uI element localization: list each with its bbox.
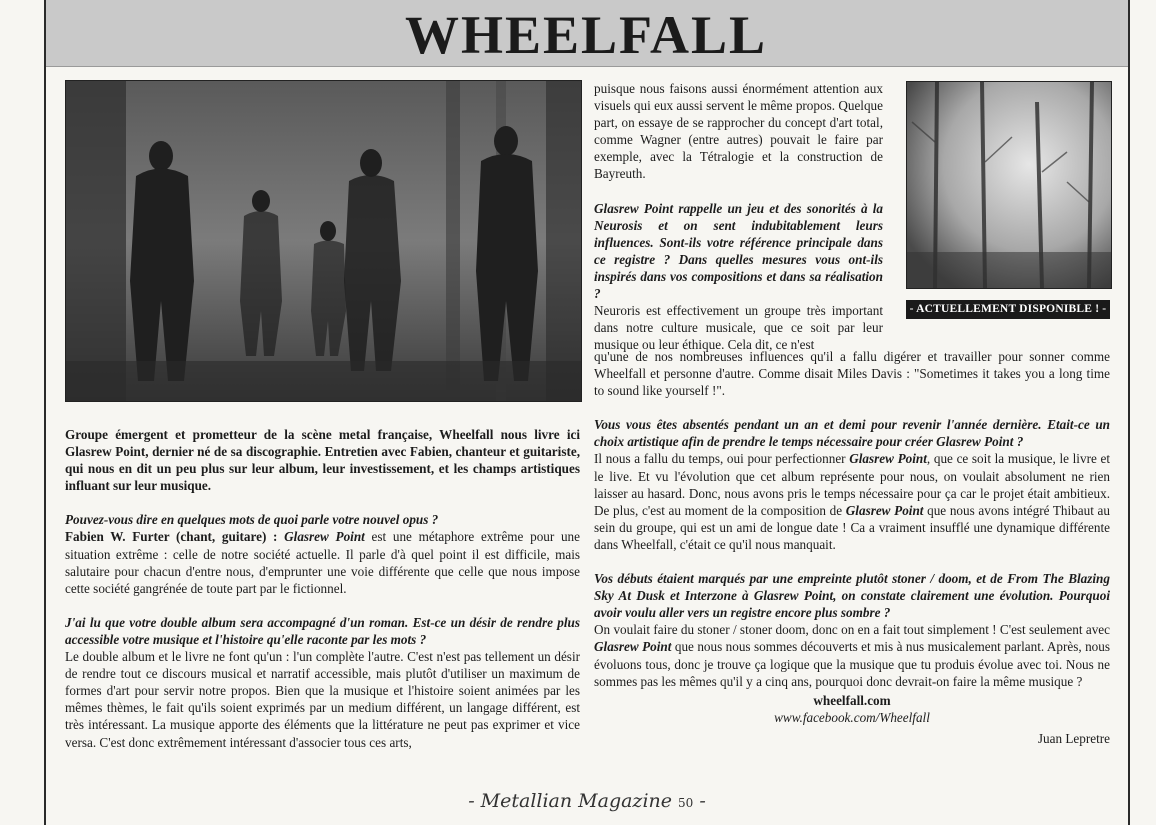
intro-paragraph: Groupe émergent et prometteur de la scène metal française, Wheelfall nous livre ici Glasrew Point, dernier né de sa discographie. Entretien avec Fabien, chanteur et guitariste, qui nous en dit un peu plus sur leur album, leur investissement, et les champs artistiques influant sur leur musique. — [65, 427, 580, 494]
answer-5-part-2: que nous nous sommes découverts et mis à nus musicalement parlant. Après, nous évoluons tous, donc je trouve ça logique que la musique que tu produis évolue avec toi. Nous ne sommes pas les mêmes qu'il y a cinq ans, pourquoi donc devrait-on faire la même musique ? — [594, 639, 1110, 689]
answer-4 — [594, 450, 1110, 553]
answer-3-start: Neuroris est effectivement un groupe très important dans notre culture musicale, que ce soit par leur musique ou leur éthique. Cela dit, ce n'est — [594, 303, 883, 353]
album-name: Glasrew Point — [849, 451, 927, 467]
author-name: Juan Lepretre — [1037, 730, 1110, 746]
question-5: Vos débuts étaient marqués par une empreinte plutôt stoner / doom, et de From The Blazing Sky At Dusk et Interzone à Glasrew Point, on constate clairement une évolution. Pourquoi avoir voulu aller vers un registre encore plus sombre ? — [594, 571, 1110, 621]
website-link[interactable]: wheelfall.com — [813, 692, 891, 708]
question-4: Vous vous êtes absentés pendant un an et demi pour revenir l'année dernière. Etait-ce un choix artistique afin de prendre le temps nécessaire pour créer Glasrew Point ? — [594, 417, 1110, 450]
answer-4-part-3: que nous avons intégré Thibaut au sein du groupe, qui est un ami de longue date ! Ca a vraiment insufflé une dynamique différente dans Wheelfall, c'était ce qu'il nous manquait. — [594, 502, 1110, 552]
answer-2-continued: puisque nous faisons aussi énormément attention aux visuels qui eux aussi servent le même propos. Quelque part, on essaye de se rapprocher du concept d'art total, comme Wagner (entre autres) pouvait le faire par exemple, avec la Tétralogie et la construction de Bayreuth. — [594, 81, 883, 182]
availability-caption: - ACTUELLEMENT DISPONIBLE ! - — [906, 300, 1110, 319]
page-title: WHEELFALL — [404, 5, 768, 65]
page-number: 50 — [678, 796, 694, 810]
band-photo — [65, 80, 582, 402]
answer-3-end: qu'une de nos nombreuses influences qu'il a fallu digérer et travailler pour sonner comme Wheelfall et personne d'autre. Comme disait Miles Davis : "Sometimes it takes you a long time to sound like yourself !". — [594, 349, 1110, 399]
answer-4-part-1: Il nous a fallu du temps, oui pour perfectionner — [594, 451, 850, 467]
right-column — [594, 348, 1110, 747]
footer-dash: - — [693, 790, 706, 812]
answer-5-part-1: On voulait faire du stoner / stoner doom, donc on en a fait tout simplement ! C'est seulement avec — [594, 622, 1110, 638]
question-1: Pouvez-vous dire en quelques mots de quoi parle votre nouvel opus ? — [65, 512, 439, 528]
magazine-name: - Metallian Magazine — [468, 790, 672, 812]
answer-2: Le double album et le livre ne font qu'un : l'un complète l'autre. C'est n'est pas tellement un désir de rendre tout ce discours musical et narratif accessible, mais plutôt d'utiliser un maximum de formes d'art pour servir notre propos. Bien que la musique et l'histoire soient animées par les mêmes thèmes, le fait qu'ils soient exprimés par un medium différent, un langage différent, est très intéressant. La musique apporte des éléments que la littérature ne peut pas exprimer et vice versa. C'est donc extrêmement intéressant d'associer tous ces arts, — [65, 649, 580, 750]
answer-1 — [65, 528, 580, 596]
answer-5 — [594, 621, 1110, 689]
facebook-link[interactable]: www.facebook.com/Wheelfall — [774, 709, 930, 725]
question-3: Glasrew Point rappelle un jeu et des sonorités à la Neurosis et on sent indubitablement leurs influences. Sont-ils votre référence principale dans ce registre ? Dans quelles mesures vous ont-ils inspirés dans vos compositions et dans sa réalisation ? — [594, 200, 883, 302]
album-cover-photo — [906, 81, 1112, 289]
middle-column — [594, 80, 883, 353]
left-column — [65, 426, 580, 751]
album-name: Glasrew Point — [845, 502, 924, 518]
speaker-name: Fabien W. Furter (chant, guitare) : — [65, 529, 285, 545]
page-footer — [46, 790, 1128, 812]
album-name: Glasrew Point — [284, 529, 365, 545]
answer-4-part-2: , que ce soit la musique, le livre et le live. Et vu l'évolution que cet album représente pour nous, on voulait absolument ne rien laisser au hasard. Donc, nous avons pris le temps nécessaire pour ça car le projet était ambitieux. De plus, c'est au moment de la composition de — [594, 451, 1110, 518]
answer-1-text: est une métaphore extrême pour une situation extrême : celle de notre société actuelle. Il parle d'à quel point il est difficile, mais salutaire pour chacun d'entre nous, d'emprunter une voie différente que celle que nous impose cette société gangrénée de toute part par le fictionnel. — [65, 529, 581, 596]
album-name: Glasrew Point — [594, 639, 672, 655]
question-2: J'ai lu que votre double album sera accompagné d'un roman. Est-ce un désir de rendre plus accessible votre musique et l'histoire qu'elle raconte par les mots ? — [65, 614, 580, 647]
